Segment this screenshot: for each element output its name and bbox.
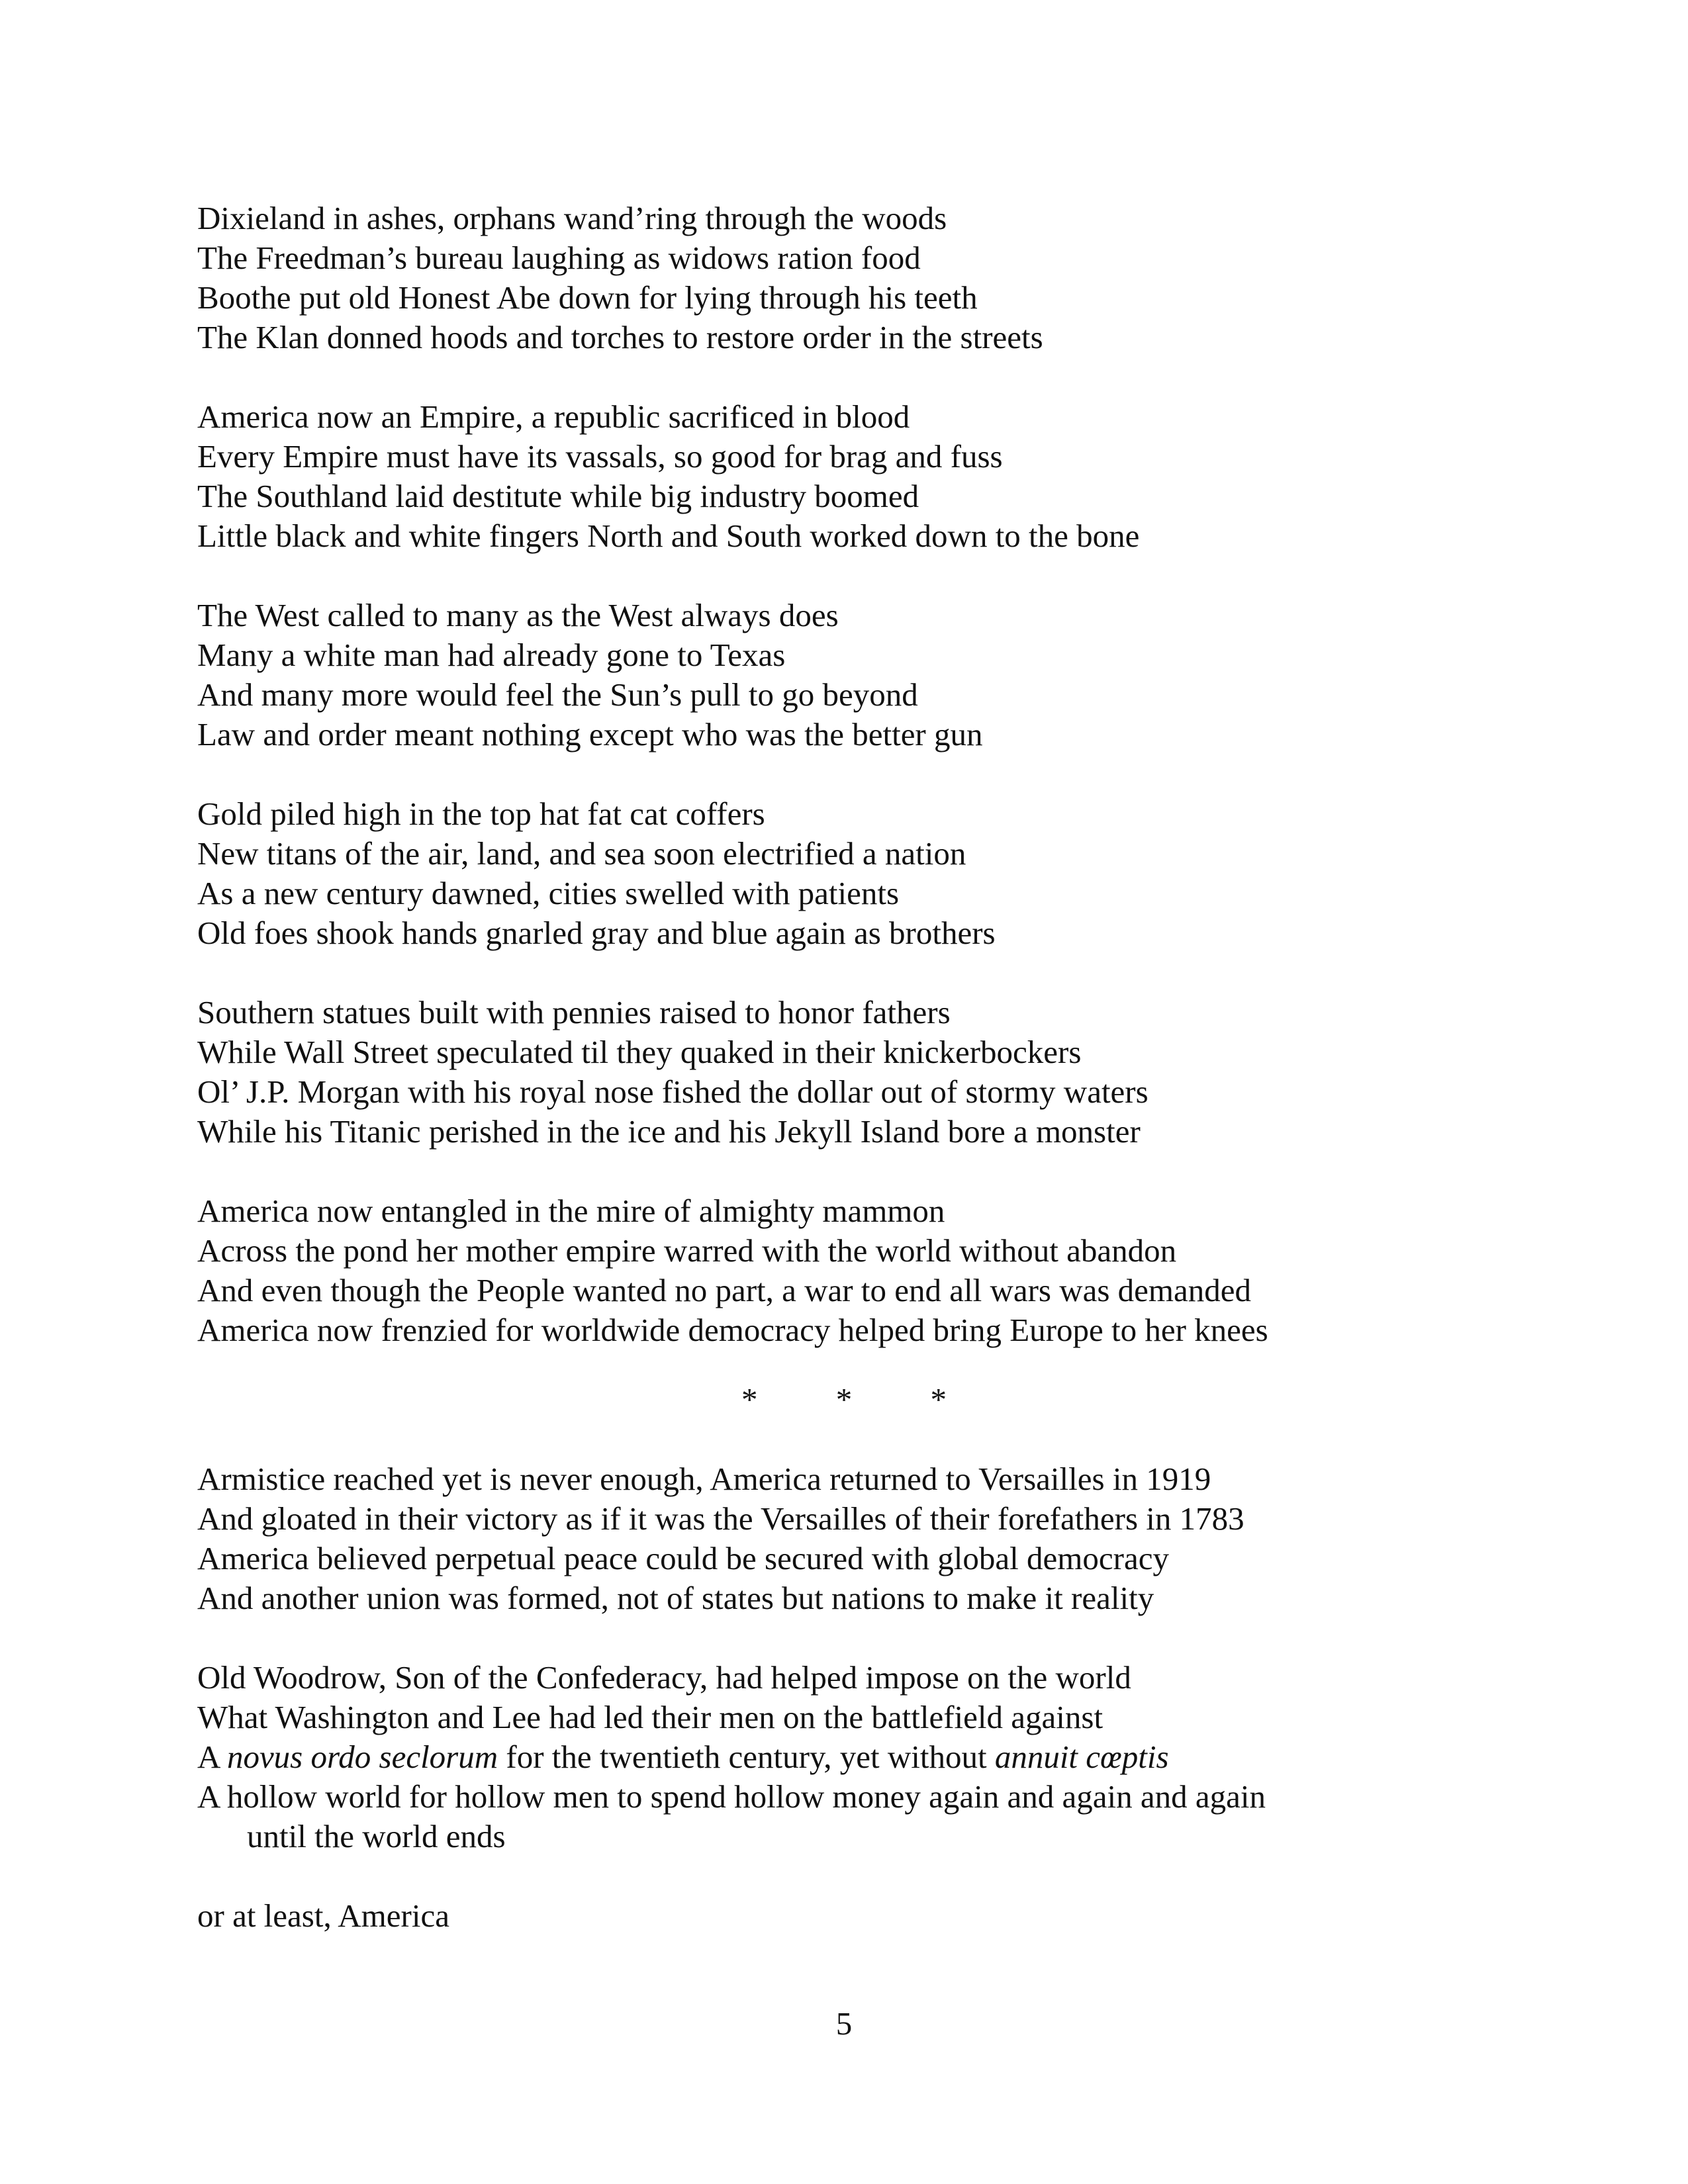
verse-line: Dixieland in ashes, orphans wand’ring through the woods	[197, 200, 947, 236]
verse-text: A	[197, 1739, 227, 1775]
verse-line: America now an Empire, a republic sacrificed in blood	[197, 398, 910, 435]
verse-line: While his Titanic perished in the ice and his Jekyll Island bore a monster	[197, 1113, 1141, 1150]
poem-part-one	[197, 199, 1495, 1390]
stanza-3	[197, 596, 1495, 754]
verse-line: Boothe put old Honest Abe down for lying through his teeth	[197, 279, 978, 316]
verse-line: Old Woodrow, Son of the Confederacy, had helped impose on the world	[197, 1659, 1131, 1696]
poem-part-two	[197, 1459, 1495, 1976]
verse-line: America now frenzied for worldwide democracy helped bring Europe to her knees	[197, 1312, 1268, 1348]
verse-line: And another union was formed, not of states but nations to make it reality	[197, 1580, 1154, 1616]
verse-line: What Washington and Lee had led their men on the battlefield against	[197, 1699, 1103, 1735]
verse-line: And gloated in their victory as if it was the Versailles of their forefathers in 1783	[197, 1500, 1244, 1537]
stanza-5	[197, 993, 1495, 1152]
stanza-2	[197, 397, 1495, 556]
stanza-1	[197, 199, 1495, 357]
latin-phrase: annuit cœptis	[994, 1739, 1169, 1775]
verse-line: The Klan donned hoods and torches to restore order in the streets	[197, 319, 1043, 355]
section-break	[0, 1380, 1688, 1420]
verse-text: for the twentieth century, yet without	[498, 1739, 995, 1775]
section-break-asterisk: *	[930, 1381, 947, 1418]
verse-line: The Freedman’s bureau laughing as widows ration food	[197, 240, 921, 276]
verse-line: America now entangled in the mire of almighty mammon	[197, 1193, 945, 1229]
verse-line: While Wall Street speculated til they quaked in their knickerbockers	[197, 1034, 1082, 1070]
verse-line: Many a white man had already gone to Texas	[197, 637, 786, 673]
stanza-4	[197, 794, 1495, 953]
section-break-asterisk: *	[741, 1381, 758, 1418]
verse-line: The Southland laid destitute while big industry boomed	[197, 478, 919, 514]
stanza-6	[197, 1191, 1495, 1350]
verse-line: Gold piled high in the top hat fat cat coffers	[197, 796, 765, 832]
verse-line: New titans of the air, land, and sea soon electrified a nation	[197, 835, 966, 872]
page-number: 5	[835, 2005, 853, 2042]
section-break-asterisk: *	[835, 1381, 853, 1418]
verse-line-continuation: until the world ends	[247, 1818, 506, 1854]
verse-line: Little black and white fingers North and South worked down to the bone	[197, 518, 1140, 554]
verse-line: The West called to many as the West always does	[197, 597, 839, 633]
verse-line: Across the pond her mother empire warred with the world without abandon	[197, 1232, 1177, 1269]
closing-stanza	[197, 1896, 1495, 1936]
latin-phrase: novus ordo seclorum	[226, 1739, 498, 1775]
verse-line: And even though the People wanted no part, a war to end all wars was demanded	[197, 1272, 1252, 1308]
verse-line: As a new century dawned, cities swelled with patients	[197, 875, 900, 911]
verse-line: And many more would feel the Sun’s pull to go beyond	[197, 676, 918, 713]
verse-line: Every Empire must have its vassals, so good for brag and fuss	[197, 438, 1003, 475]
verse-line: America believed perpetual peace could be secured with global democracy	[197, 1540, 1169, 1576]
verse-line: Southern statues built with pennies raised to honor fathers	[197, 994, 951, 1030]
verse-line-with-latin	[197, 1737, 1495, 1777]
verse-line: Armistice reached yet is never enough, America returned to Versailles in 1919	[197, 1461, 1211, 1497]
stanza-8	[197, 1658, 1495, 1856]
stanza-7	[197, 1459, 1495, 1618]
verse-line: A hollow world for hollow men to spend hollow money again and again and again	[197, 1778, 1266, 1815]
verse-line: Old foes shook hands gnarled gray and blue again as brothers	[197, 915, 996, 951]
closing-line: or at least, America	[197, 1897, 449, 1934]
verse-line: Law and order meant nothing except who was the better gun	[197, 716, 983, 752]
verse-line: Ol’ J.P. Morgan with his royal nose fished the dollar out of stormy waters	[197, 1073, 1149, 1110]
